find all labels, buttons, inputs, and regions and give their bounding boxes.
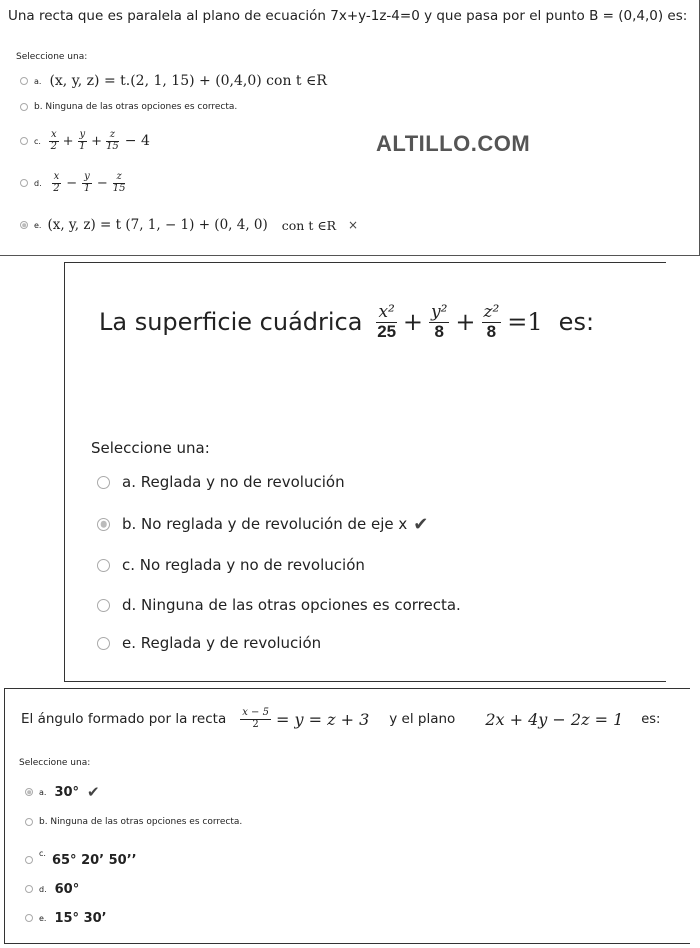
option-letter: e. bbox=[34, 220, 42, 230]
option-value: 15° 30’ bbox=[54, 910, 107, 926]
prompt-end: es: bbox=[558, 308, 595, 336]
question-3-option-c[interactable] bbox=[25, 849, 137, 871]
radio-button[interactable] bbox=[25, 914, 33, 922]
option-text: d. Ninguna de las otras opciones es correcta. bbox=[122, 596, 461, 614]
question-2-option-c[interactable] bbox=[97, 554, 365, 576]
radio-button-selected[interactable] bbox=[97, 518, 110, 531]
fraction: $\frac{\text{z²}}{8}$ bbox=[483, 301, 500, 341]
radio-button[interactable] bbox=[20, 77, 28, 85]
plane-equation: 2x + 4y − 2z = 1 bbox=[485, 709, 624, 729]
option-letter: c. bbox=[34, 136, 41, 146]
fraction: $\frac{x}{2}$ bbox=[53, 171, 60, 194]
option-expression: (x, y, z) = t.(2, 1, 15) + (0,4,0) con t ∈R bbox=[49, 73, 327, 89]
radio-button[interactable] bbox=[97, 476, 110, 489]
option-value: 65° 20’ 50’’ bbox=[51, 852, 137, 868]
option-expression: $\frac{x}{2}$ − $\frac{y}{1}$ − $\frac{z}{15}$ bbox=[53, 171, 126, 194]
question-1-option-c[interactable] bbox=[20, 126, 150, 156]
question-3-option-e[interactable] bbox=[25, 907, 107, 929]
question-2-select-label: Seleccione una: bbox=[91, 439, 210, 457]
option-letter: d. bbox=[39, 884, 47, 894]
fraction: $\frac{z}{15}$ bbox=[106, 129, 119, 152]
radio-button[interactable] bbox=[25, 885, 33, 893]
option-value: 60° bbox=[54, 881, 80, 897]
question-1-card bbox=[0, 0, 700, 256]
option-expression: (x, y, z) = t (7, 1, − 1) + (0, 4, 0) bbox=[47, 217, 268, 233]
option-expression: $\frac{x}{2}$ + $\frac{y}{1}$ + $\frac{z}{15}$ − 4 bbox=[50, 129, 150, 152]
fraction: $\frac{y}{1}$ bbox=[79, 129, 86, 152]
checkmark-icon: ✔ bbox=[413, 513, 429, 535]
quadric-equation: $\frac{\text{x²}}{25}$ + $\frac{\text{y²}}{8}$ + $\frac{\text{z²}}{8}$ =1 bbox=[377, 301, 543, 341]
wrong-mark-icon: × bbox=[348, 218, 359, 232]
question-2-option-e[interactable] bbox=[97, 632, 321, 654]
watermark-logo: ALTILLO.COM bbox=[376, 131, 531, 156]
option-letter: a. bbox=[39, 787, 47, 797]
radio-button[interactable] bbox=[25, 856, 33, 864]
option-text: b. No reglada y de revolución de eje x bbox=[122, 515, 408, 533]
option-text: b. Ninguna de las otras opciones es correcta. bbox=[34, 102, 238, 112]
radio-button[interactable] bbox=[97, 599, 110, 612]
question-1-option-a[interactable] bbox=[20, 70, 327, 92]
fraction: $\frac{\text{y²}}{8}$ bbox=[430, 301, 448, 341]
option-text: e. Reglada y de revolución bbox=[122, 634, 322, 652]
fraction: $\frac{y}{1}$ bbox=[83, 171, 91, 194]
question-1-option-d[interactable] bbox=[20, 168, 125, 198]
radio-button[interactable] bbox=[20, 137, 28, 145]
fraction: $\frac{x - 5}{2}$ bbox=[242, 707, 269, 730]
option-tail: con t ∈R bbox=[281, 217, 336, 233]
question-1-prompt: Una recta que es paralela al plano de ecuación 7x+y-1z-4=0 y que pasa por el punto B = (0,4,0) es: bbox=[8, 8, 688, 24]
radio-button[interactable] bbox=[20, 103, 28, 111]
question-3-option-b[interactable] bbox=[25, 815, 242, 829]
question-3-prompt bbox=[21, 699, 660, 739]
question-3-card bbox=[4, 688, 690, 944]
prompt-text: El ángulo formado por la recta bbox=[21, 711, 227, 727]
fraction: $\frac{\text{x²}}{25}$ bbox=[377, 301, 397, 341]
question-2-prompt bbox=[99, 289, 594, 355]
question-1-option-e[interactable] bbox=[20, 214, 358, 236]
radio-button[interactable] bbox=[97, 637, 110, 650]
option-value: b. Ninguna de las otras opciones es correcta. bbox=[39, 817, 243, 827]
radio-button[interactable] bbox=[97, 559, 110, 572]
prompt-end: es: bbox=[641, 711, 661, 727]
line-equation: $\frac{x - 5}{2}$ = y = z + 3 bbox=[242, 707, 370, 730]
question-2-option-d[interactable] bbox=[97, 594, 461, 616]
option-text: c. No reglada y no de revolución bbox=[122, 556, 365, 574]
question-1-option-b[interactable] bbox=[20, 99, 237, 115]
question-2-card bbox=[64, 262, 666, 682]
mid-text: y el plano bbox=[389, 711, 456, 727]
fraction: $\frac{z}{15}$ bbox=[112, 171, 126, 194]
option-letter: c. bbox=[39, 849, 46, 858]
fraction: $\frac{x}{2}$ bbox=[50, 129, 57, 152]
question-2-option-b[interactable] bbox=[97, 513, 428, 535]
radio-button[interactable] bbox=[20, 179, 28, 187]
prompt-text: La superficie cuádrica bbox=[99, 308, 363, 336]
option-text: a. Reglada y no de revolución bbox=[122, 473, 345, 491]
question-3-option-a[interactable] bbox=[25, 781, 100, 803]
question-3-select-label: Seleccione una: bbox=[19, 758, 91, 768]
option-letter: e. bbox=[39, 913, 47, 923]
radio-button[interactable] bbox=[25, 818, 33, 826]
radio-button-selected[interactable] bbox=[20, 221, 28, 229]
option-value: 30° bbox=[54, 784, 80, 800]
question-2-option-a[interactable] bbox=[97, 471, 345, 493]
option-letter: a. bbox=[34, 76, 42, 86]
question-1-select-label: Seleccione una: bbox=[16, 52, 88, 62]
question-3-option-d[interactable] bbox=[25, 878, 79, 900]
option-letter: d. bbox=[34, 178, 42, 188]
checkmark-icon: ✔ bbox=[87, 783, 100, 801]
radio-button-selected[interactable] bbox=[25, 788, 33, 796]
